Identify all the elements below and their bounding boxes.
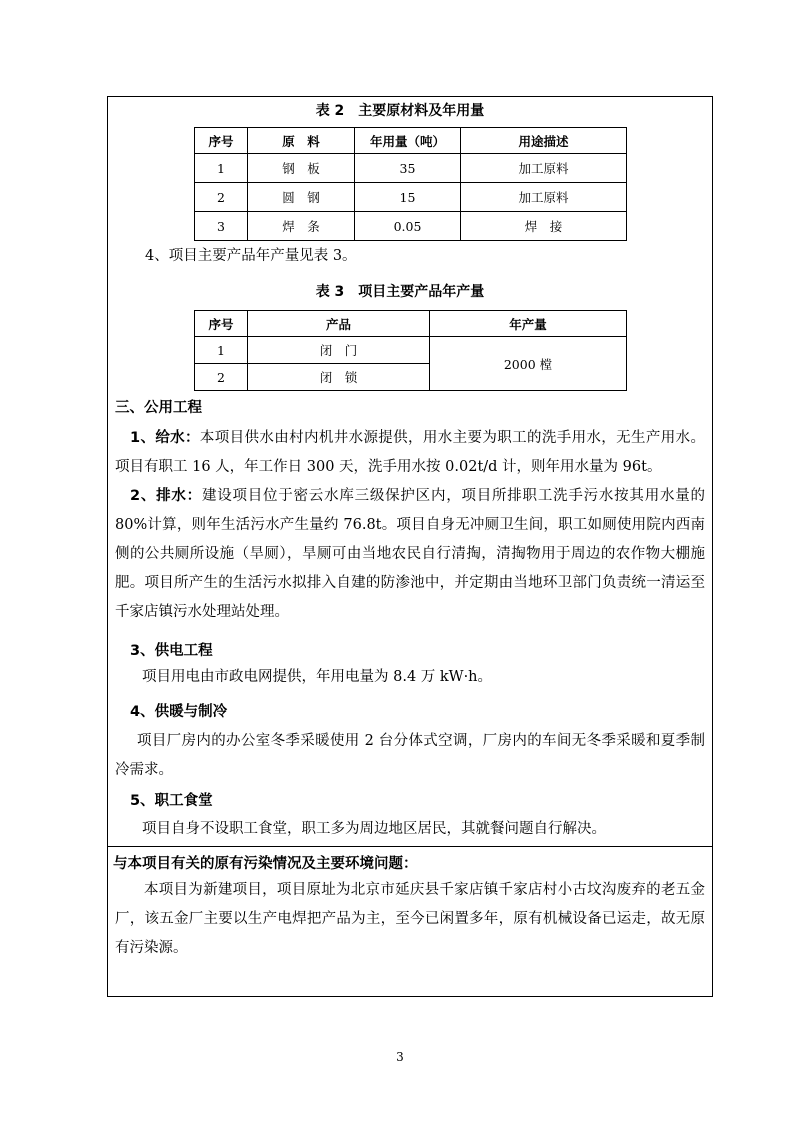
pollution-title: 与本项目有关的原有污染情况及主要环境问题： xyxy=(113,856,418,872)
heating-heading: 4、供暖与制冷 xyxy=(130,704,228,720)
table2-cell: 焊 条 xyxy=(248,212,355,241)
section-title: 三、公用工程 xyxy=(115,400,202,416)
table-row xyxy=(195,183,627,212)
power-heading: 3、供电工程 xyxy=(130,643,213,659)
note-4: 4、项目主要产品年产量见表 3。 xyxy=(145,248,357,264)
table2-cell: 2 xyxy=(195,183,248,212)
table2-header-material: 原 料 xyxy=(248,128,355,154)
raw-materials-table xyxy=(194,127,627,241)
table2-header-amount: 年用量（吨） xyxy=(355,128,461,154)
table2-cell: 0.05 xyxy=(355,212,461,241)
table3-header-index: 序号 xyxy=(195,311,248,337)
section-divider xyxy=(108,846,712,847)
heating-text: 项目厂房内的办公室冬季采暖使用 2 台分体式空调，厂房内的车间无冬季采暖和夏季制冷需求。 xyxy=(115,733,705,778)
table-row xyxy=(195,337,627,364)
table3-caption: 表 3 项目主要产品年产量 xyxy=(315,284,485,300)
water-supply-text: 本项目供水由村内机井水源提供，用水主要为职工的洗手用水，无生产用水。项目有职工 16 人，年工作日 300 天，洗手用水按 0.02t/d 计，则年用水量为 96t。 xyxy=(115,430,705,475)
table3-header-output: 年产量 xyxy=(430,311,627,337)
drainage-label: 2、排水： xyxy=(130,488,202,504)
water-supply-paragraph xyxy=(115,424,705,482)
canteen-heading: 5、职工食堂 xyxy=(130,793,213,809)
canteen-text: 项目自身不设职工食堂，职工多为周边地区居民，其就餐问题自行解决。 xyxy=(142,821,606,837)
table-row xyxy=(195,212,627,241)
table2-cell: 15 xyxy=(355,183,461,212)
table2-cell: 1 xyxy=(195,154,248,183)
water-supply-label: 1、给水： xyxy=(130,430,200,446)
table2-header-usage: 用途描述 xyxy=(461,128,627,154)
table2-cell: 加工原料 xyxy=(461,154,627,183)
table-row xyxy=(195,154,627,183)
table2-header-index: 序号 xyxy=(195,128,248,154)
table2-cell: 35 xyxy=(355,154,461,183)
table2-cell: 3 xyxy=(195,212,248,241)
power-text: 项目用电由市政电网提供，年用电量为 8.4 万 kW·h。 xyxy=(142,669,493,685)
table2-cell: 钢 板 xyxy=(248,154,355,183)
table2-caption: 表 2 主要原材料及年用量 xyxy=(315,103,485,119)
table2-cell: 加工原料 xyxy=(461,183,627,212)
table3-header-product: 产品 xyxy=(248,311,430,337)
table3-cell: 2 xyxy=(195,364,248,391)
table2-cell: 焊 接 xyxy=(461,212,627,241)
drainage-text: 建设项目位于密云水库三级保护区内，项目所排职工洗手污水按其用水量的 80%计算，则年生活污水产生量约 76.8t。项目自身无冲厕卫生间，职工如厕使用院内西南侧的公共厕所设施（旱厕），旱厕可由当地农民自行清掏，清掏物用于周边的农作物大棚施肥。项目所产生的生活污水拟排入自建的防渗池中，并定期由当地环卫部门负责统一清运至千家店镇污水处理站处理。 xyxy=(115,488,706,620)
table3-cell: 1 xyxy=(195,337,248,364)
pollution-text: 本项目为新建项目，项目原址为北京市延庆县千家店镇千家店村小古坟沟废弃的老五金厂，该五金厂主要以生产电焊把产品为主，至今已闲置多年，原有机械设备已运走，故无原有污染源。 xyxy=(115,882,705,956)
table3-annual-output: 2000 樘 xyxy=(430,337,627,391)
page-number: 3 xyxy=(396,1050,404,1064)
products-table xyxy=(194,310,627,391)
drainage-paragraph xyxy=(115,482,705,627)
table3-cell: 闭 锁 xyxy=(248,364,430,391)
table3-cell: 闭 门 xyxy=(248,337,430,364)
table2-cell: 圆 钢 xyxy=(248,183,355,212)
